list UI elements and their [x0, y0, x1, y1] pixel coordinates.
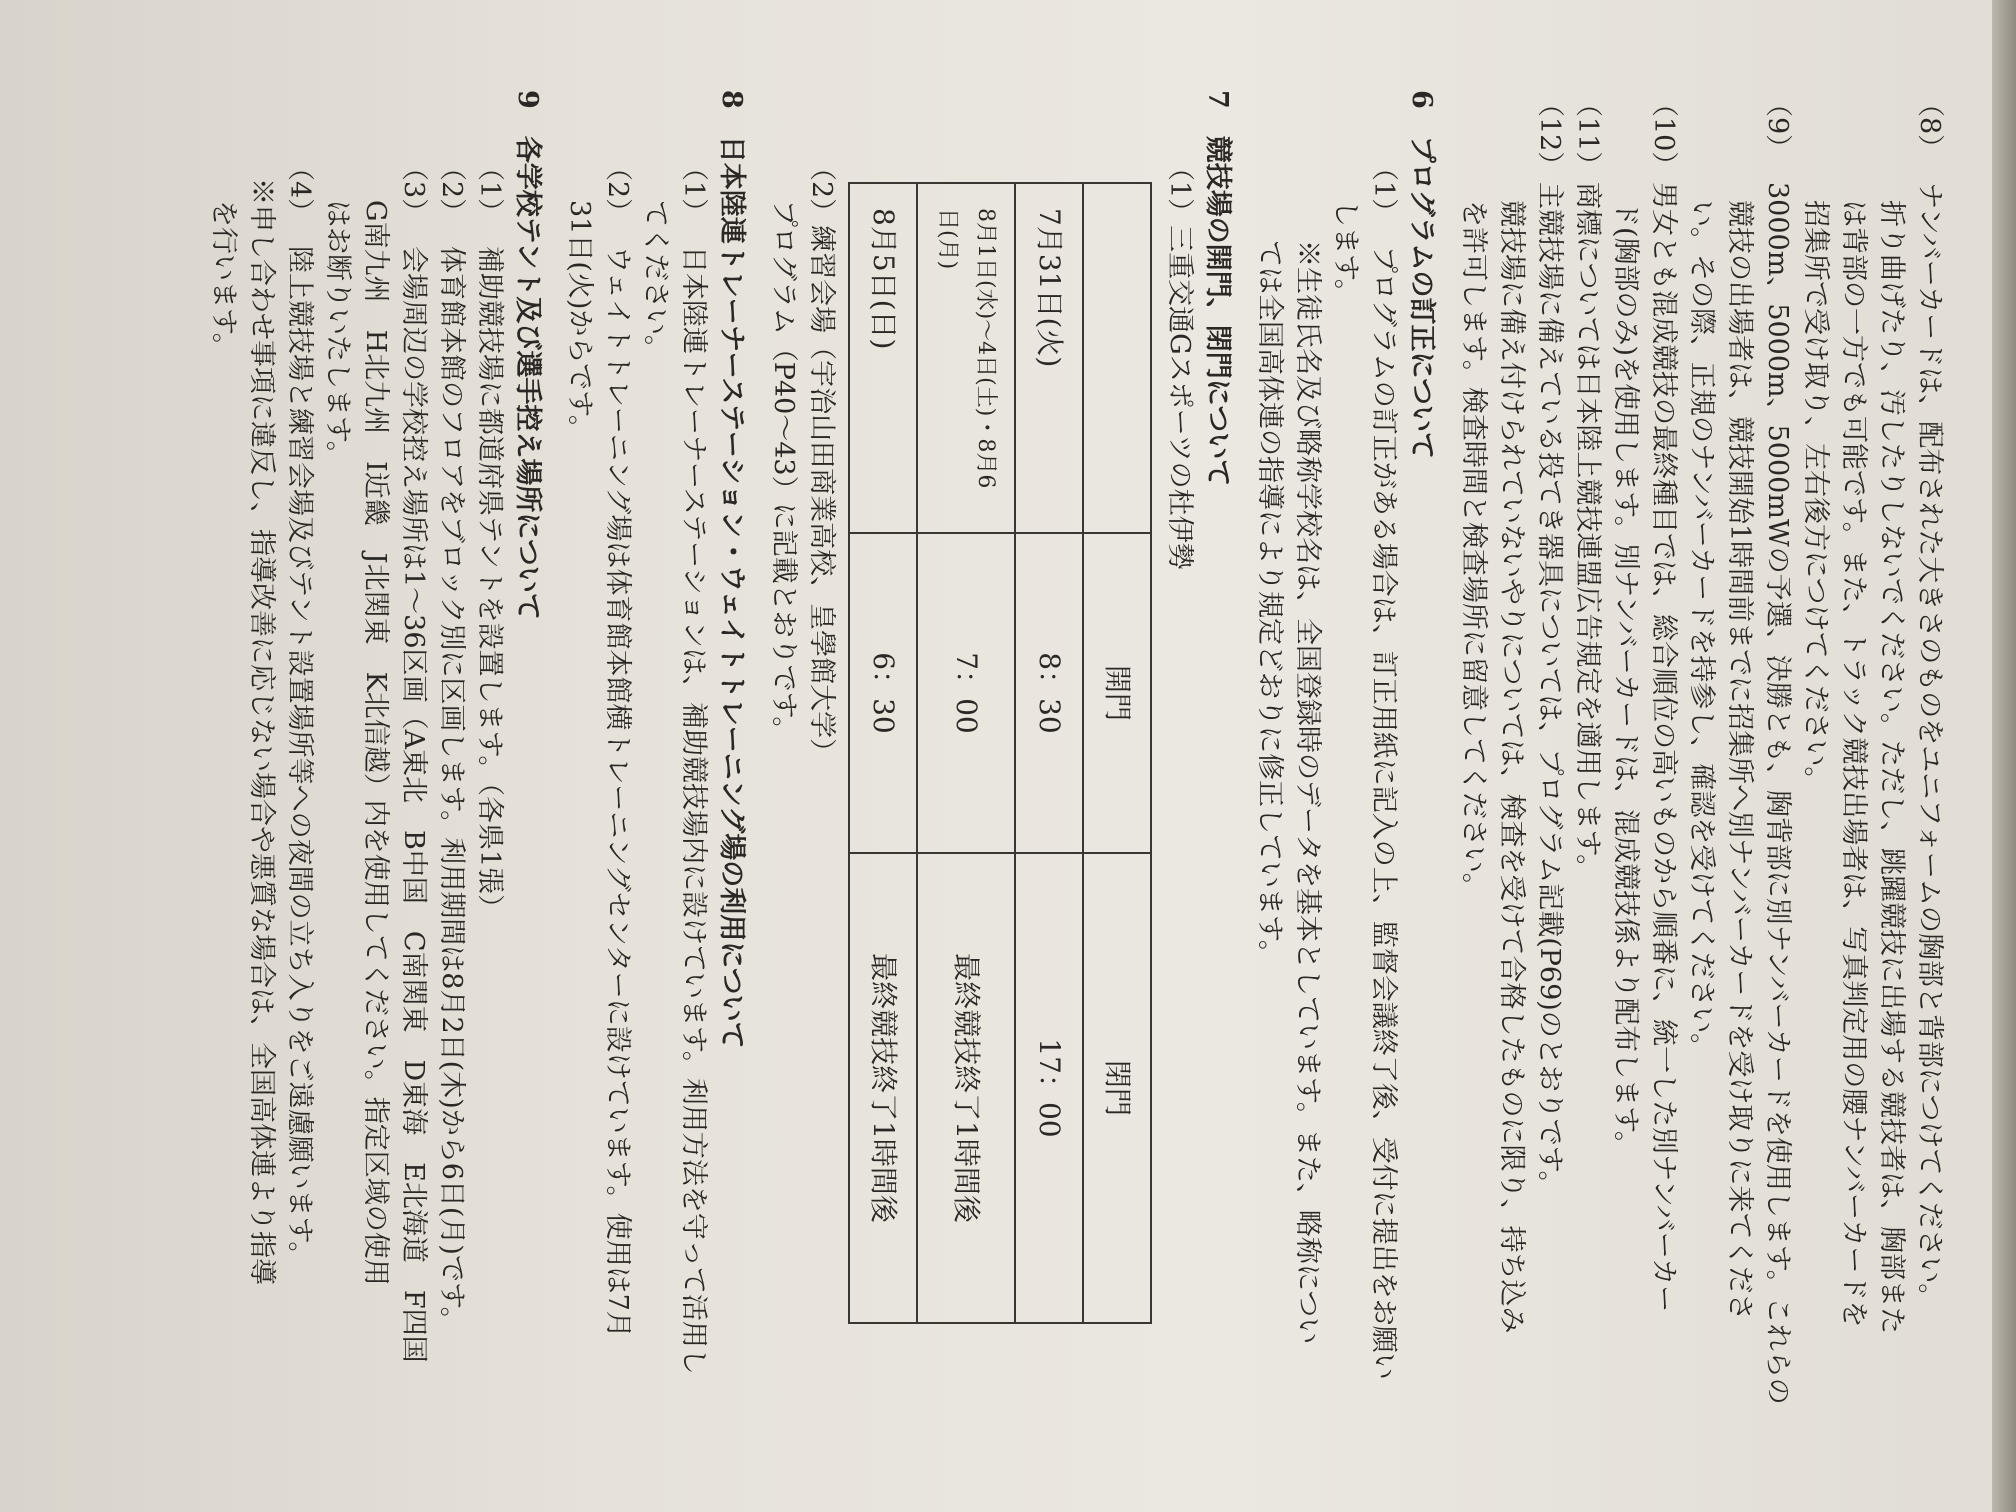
- item-number: （12）: [1534, 90, 1565, 179]
- line-text: 競技場に備え付けられていないやりについては、検査を受けて合格したものに限り、持ち込み: [1496, 200, 1527, 1334]
- line-text: ※申し合わせ事項に違反し、指導改善に応じない場合や悪質な場合は、全国高体連より指導: [246, 178, 277, 1285]
- line-text: 競技の出場者は、競技開始1時間前までに招集所へ別ナンバーカードを受け取りに来てくださ: [1724, 200, 1755, 1321]
- line-text: ド(胸部のみ)を使用します。別ナンバーカードは、混成競技係より配布します。: [1610, 200, 1641, 1158]
- line-a7: [1644, 90, 1682, 1470]
- item-number: （4）: [284, 154, 315, 226]
- line-text: は背部の一方でも可能です。また、トラック競技出場者は、写真判定用の腰ナンバーカードを: [1838, 200, 1869, 1328]
- sec9-line2: [394, 90, 432, 1470]
- line-a11: [1492, 90, 1530, 1470]
- line-a9: [1568, 90, 1606, 1470]
- page-edge-shadow: [1992, 0, 2016, 1512]
- table-cell-close: 最終競技終了1時間後: [849, 853, 917, 1323]
- item-number: （11）: [1572, 90, 1603, 179]
- table-row: [917, 183, 1015, 1323]
- line-text: を許可します。検査時間と検査場所に留意してください。: [1458, 200, 1489, 900]
- sec9-line5: [280, 90, 318, 1470]
- line-text: ウェイトトレーニング場は体育館本館横トレーニングセンターに設けています。使用は7月: [602, 246, 633, 1338]
- line-text: G南九州 H北九州 I近畿 J北関東 K北信越）内を使用してください。指定区域の使用: [360, 200, 391, 1286]
- line-a1: [1872, 90, 1910, 1470]
- table-row: [849, 183, 917, 1323]
- section-8-heading: 8 日本陸連トレーナーステーション・ウェイトトレーニング場の利用について: [716, 90, 747, 1049]
- line-text: 陸上競技場と練習会場及びテント設置場所等への夜間の立ち入りをご遠慮願います。: [284, 246, 315, 1269]
- line-text: 日本陸連トレーナーステーションは、補助競技場内に設けています。利用方法を守って活用し: [678, 246, 709, 1375]
- line-text: 31日(火)からです。: [564, 200, 595, 442]
- table-cell-open: 8：30: [1015, 533, 1083, 853]
- line-text: 体育館本館のフロアをブロック別に区画します。利用期間は8月2日(木)から6日(月)です。: [436, 246, 467, 1334]
- item-number: （2）: [602, 154, 633, 226]
- item-number: （2）: [436, 154, 467, 226]
- line-text: ナンバーカードは、配布された大きさのものをユニフォームの胸部と背部につけてください。: [1914, 182, 1945, 1311]
- line-text: プログラムの訂正がある場合は、訂正用紙に記入の上、監督会議終了後、受付に提出をお願い: [1368, 246, 1399, 1380]
- line-text: 主競技場に備えている投てき器具については、プログラム記載(P69)のとおりです。: [1534, 182, 1565, 1198]
- line-a10: [1530, 90, 1568, 1470]
- sec9-line4: [318, 90, 356, 1470]
- sec9-line3: [356, 90, 394, 1470]
- sec8-line1: [636, 90, 674, 1470]
- sec8-line3: [560, 90, 598, 1470]
- sec6-line1: [1326, 90, 1364, 1470]
- line-text: 商標については日本陸上競技連盟広告規定を適用します。: [1572, 182, 1603, 882]
- section-9-heading: 9 各学校テント及び選手控え場所について: [512, 90, 543, 620]
- items-8-12: [1454, 90, 1948, 1470]
- line-a8: [1606, 90, 1644, 1470]
- item-number: （9）: [1762, 90, 1793, 162]
- item-number: （3）: [398, 154, 429, 226]
- line-a12: [1454, 90, 1492, 1470]
- table-header-cell: 開門: [1083, 533, 1151, 853]
- line-text: はお断りいたします。: [322, 200, 353, 468]
- sec8-line0: [674, 90, 712, 1470]
- line-text: ては全国高体連の指導により規定どおりに修正しています。: [1254, 240, 1285, 967]
- sec7-sub2b: プログラム（P40〜43）に記載とおりです。: [768, 200, 799, 744]
- line-text: 折り曲げたり、汚したりしないでください。ただし、跳躍競技に出場する競技者は、胸部また: [1876, 200, 1907, 1334]
- item-number: （10）: [1648, 90, 1679, 179]
- table-cell-close: 17：00: [1015, 853, 1083, 1323]
- rotated-document: [88, 90, 1948, 1470]
- line-a0: [1910, 90, 1948, 1470]
- line-text: てください。: [640, 200, 671, 362]
- item-number: （1）: [678, 154, 709, 226]
- line-a3: [1796, 90, 1834, 1470]
- line-a2: [1834, 90, 1872, 1470]
- sec6-line0: [1364, 90, 1402, 1470]
- sec9-line0: [470, 90, 508, 1470]
- section-7-heading: 7 競技場の開門、閉門について: [1202, 90, 1233, 487]
- sec7-sub1: （1）三重交通Gスポーツの杜伊勢: [1164, 154, 1195, 570]
- section-6-heading: 6 プログラムの訂正について: [1406, 90, 1437, 459]
- table-row: [1015, 183, 1083, 1323]
- table-header-cell: 閉門: [1083, 853, 1151, 1323]
- sec8-line2: [598, 90, 636, 1470]
- sec9-line1: [432, 90, 470, 1470]
- item-number: （8）: [1914, 90, 1945, 162]
- line-text: を行います。: [208, 200, 239, 360]
- document-body: [88, 90, 1948, 1470]
- table-cell-close: 最終競技終了1時間後: [917, 853, 1015, 1323]
- line-text: ※生徒氏名及び略称学校名は、全国登録時のデータを基本としています。また、略称につい: [1292, 240, 1323, 1345]
- table-cell-date: 8月1日(水)〜4日(土)・8月6日(月): [917, 183, 1015, 533]
- table-cell-open: 6：30: [849, 533, 917, 853]
- line-text: します。: [1330, 200, 1361, 306]
- item-number: （1）: [1368, 154, 1399, 226]
- table-header-cell: [1083, 183, 1151, 533]
- sec7-sub2: （2）練習会場（宇治山田商業高校、皇學館大学）: [806, 154, 837, 766]
- table-cell-date: 7月31日(火): [1015, 183, 1083, 533]
- item-number: （1）: [474, 154, 505, 226]
- line-text: 会場周辺の学校控え場所は1〜36区画（A東北 B中国 C南関東 D東海 E北海道 F四国: [398, 246, 429, 1363]
- sec9-line6: [242, 90, 280, 1470]
- sec6-line2: [1288, 90, 1326, 1470]
- line-a6: [1682, 90, 1720, 1470]
- gate-hours-table: [848, 182, 1152, 1324]
- line-a5: [1720, 90, 1758, 1470]
- table-cell-date: 8月5日(日): [849, 183, 917, 533]
- line-text: い。その際、正規のナンバーカードを持参し、確認を受けてください。: [1686, 200, 1717, 1061]
- line-text: 男女とも混成競技の最終種目では、総合順位の高いものから順番に、統一した別ナンバーカー: [1648, 182, 1679, 1313]
- sec6-line3: [1250, 90, 1288, 1470]
- line-text: 招集所で受け取り、左右後方につけてください。: [1800, 200, 1831, 794]
- line-text: 3000m、5000m、5000mWの予選、決勝とも、胸背部に別ナンバーカードを使用します。これらの: [1762, 182, 1793, 1405]
- line-a4: [1758, 90, 1796, 1470]
- table-cell-open: 7：00: [917, 533, 1015, 853]
- sec9-line7: [204, 90, 242, 1470]
- line-text: 補助競技場に都道府県テントを設置します。（各県1張）: [474, 246, 505, 922]
- table-header-row: [1083, 183, 1151, 1323]
